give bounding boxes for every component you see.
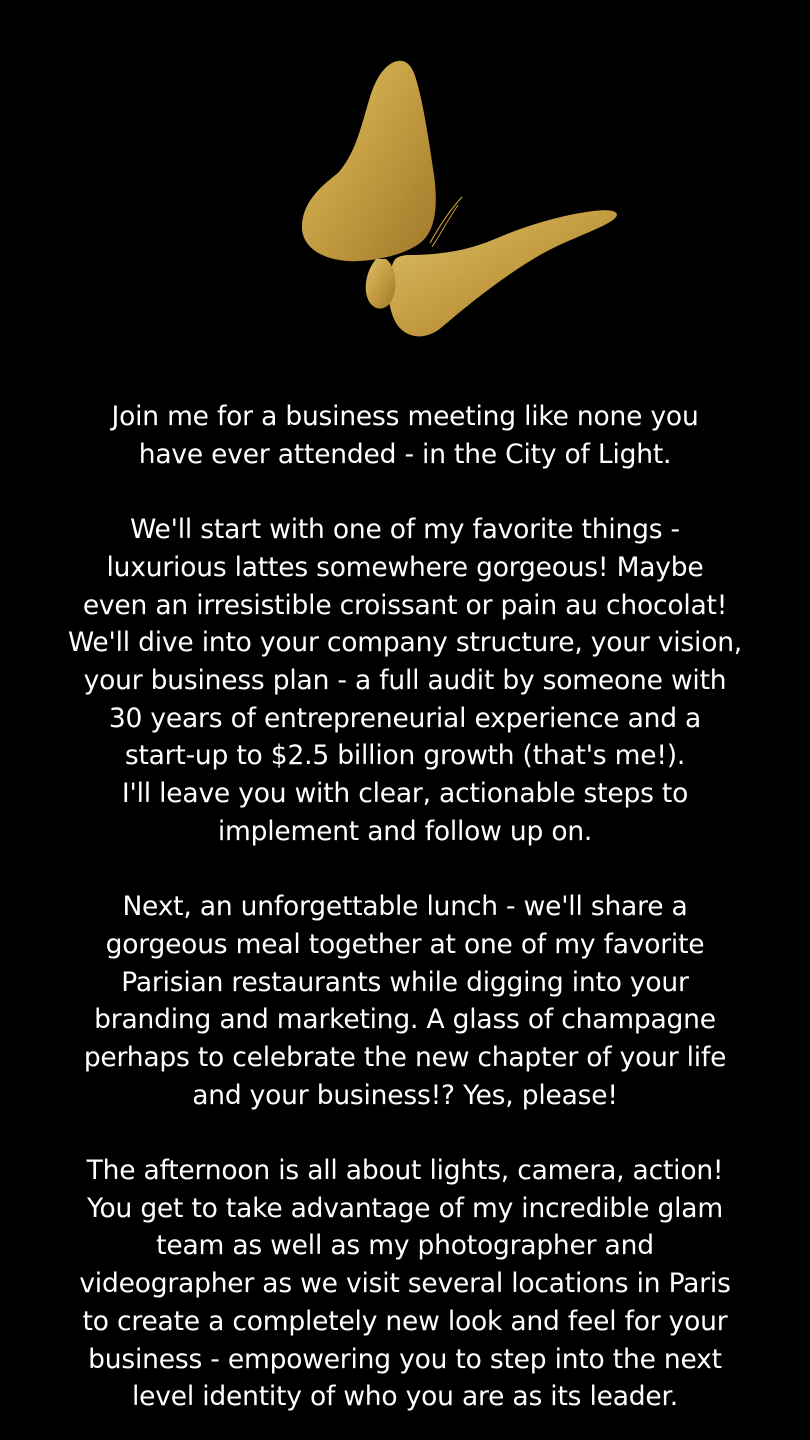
intro-text xyxy=(40,398,770,1416)
text-line: perhaps to celebrate the new chapter of your life xyxy=(83,1041,727,1073)
paragraph-lunch xyxy=(40,888,770,1114)
text-line: even an irresistible croissant or pain au chocolat! xyxy=(82,589,728,621)
text-line: and your business!? Yes, please! xyxy=(192,1079,618,1111)
text-line: implement and follow up on. xyxy=(217,815,593,847)
text-line: your business plan - a full audit by someone with xyxy=(83,664,727,696)
text-line: business - empowering you to step into the next xyxy=(88,1343,722,1375)
text-line: You get to take advantage of my incredible glam xyxy=(87,1192,723,1224)
text-line: The afternoon is all about lights, camera, action! xyxy=(86,1155,724,1187)
text-line: We'll start with one of my favorite things - xyxy=(130,514,680,546)
text-line: start-up to $2.5 billion growth (that's me!). xyxy=(124,740,686,772)
text-line: to create a completely new look and feel for your xyxy=(82,1305,728,1337)
text-line: videographer as we visit several locations in Paris xyxy=(79,1268,731,1300)
text-line: branding and marketing. A glass of champagne xyxy=(94,1004,716,1036)
text-line: We'll dive into your company structure, your vision, xyxy=(67,627,743,659)
text-line: Parisian restaurants while digging into your xyxy=(121,966,689,998)
text-line: gorgeous meal together at one of my favorite xyxy=(105,928,705,960)
text-line: Join me for a business meeting like none you xyxy=(111,401,699,432)
paragraph-morning xyxy=(40,511,770,850)
text-line: luxurious lattes somewhere gorgeous! Maybe xyxy=(106,551,704,583)
text-line: Next, an unforgettable lunch - we'll share a xyxy=(122,891,688,923)
paragraph-afternoon xyxy=(40,1152,770,1416)
text-line: have ever attended - in the City of Light. xyxy=(138,438,672,470)
text-line: 30 years of entrepreneurial experience and a xyxy=(108,702,702,734)
text-line: team as well as my photographer and xyxy=(156,1230,654,1262)
text-line: level identity of who you are as its leader. xyxy=(131,1381,678,1413)
paragraph-intro xyxy=(40,398,770,473)
text-line: I'll leave you with clear, actionable steps to xyxy=(121,778,689,810)
gold-butterfly-icon xyxy=(290,55,630,355)
